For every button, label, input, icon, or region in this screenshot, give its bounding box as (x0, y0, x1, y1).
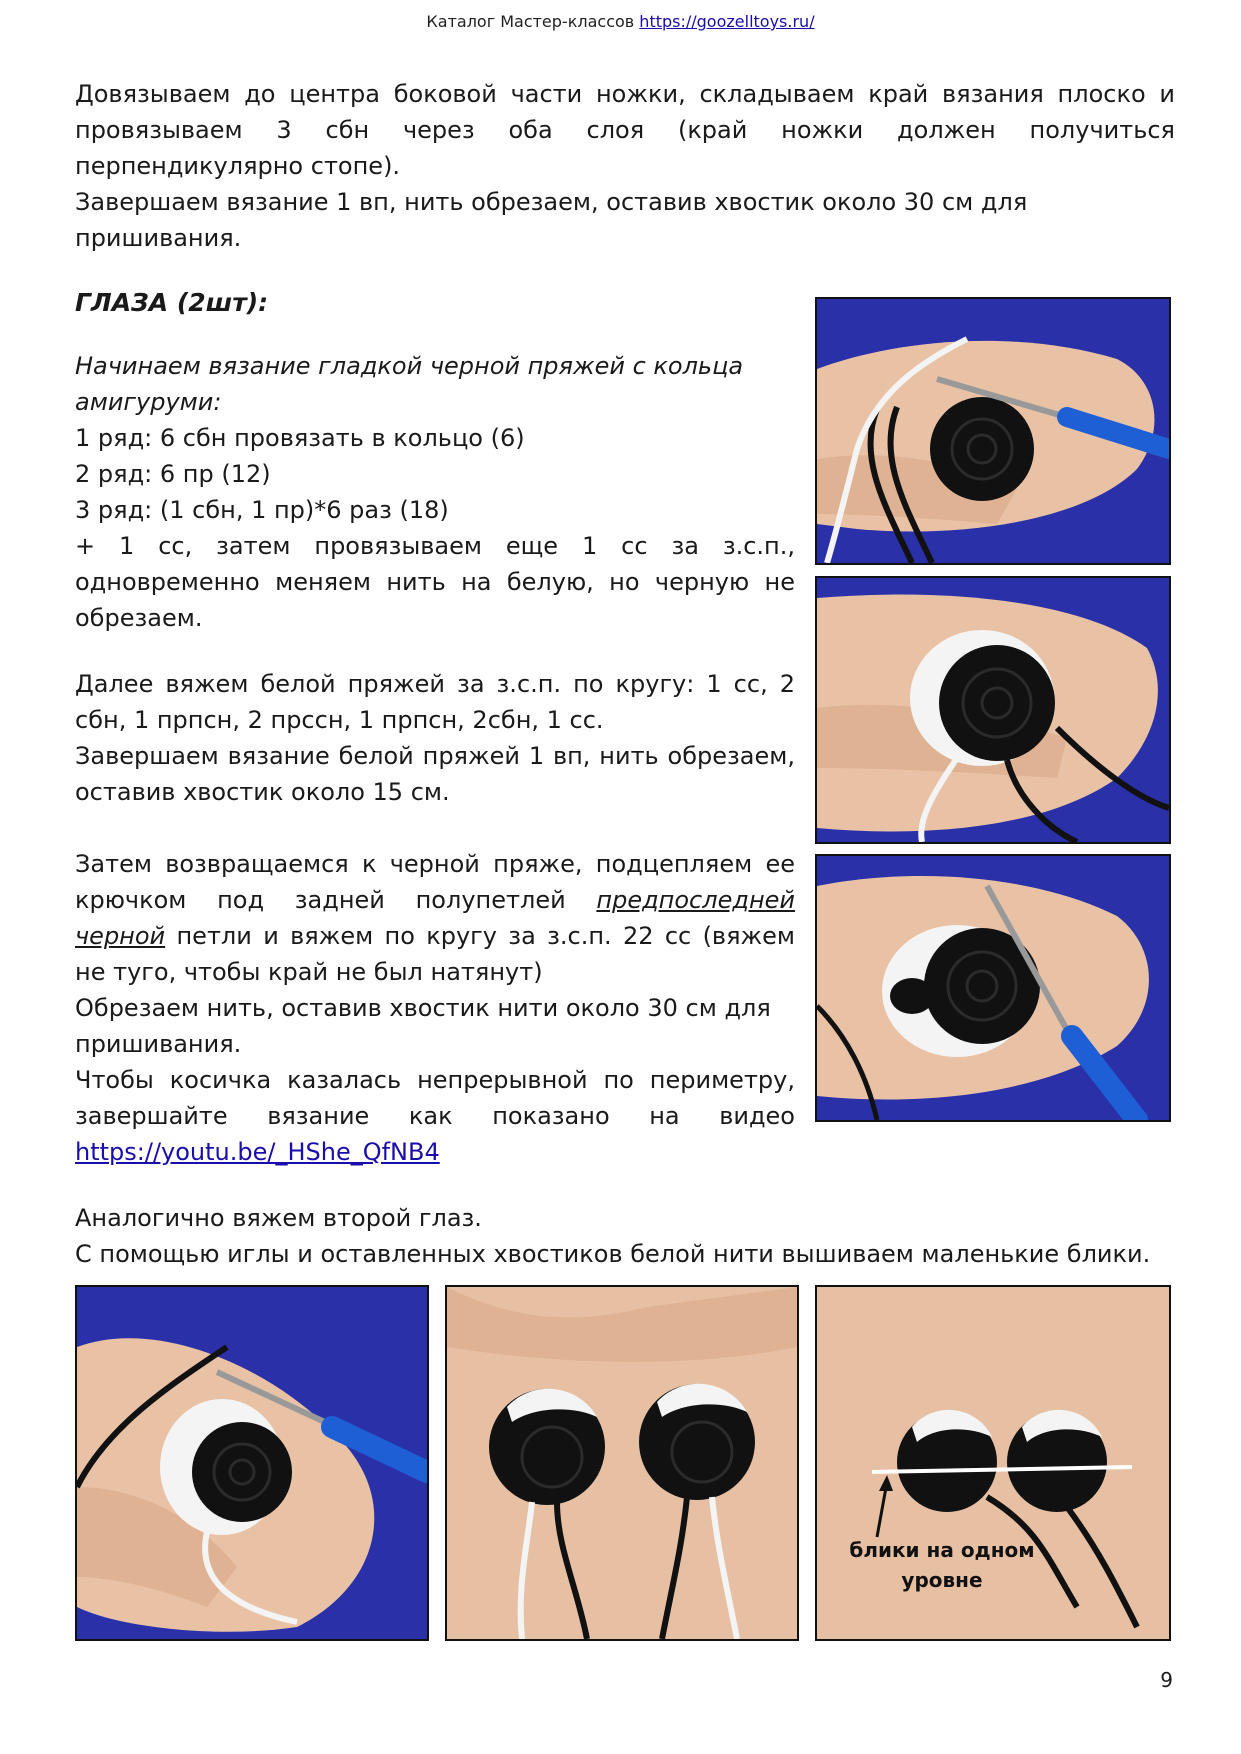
photo-step-6 (815, 1285, 1171, 1641)
photo-step-5 (445, 1285, 799, 1641)
section-heading: ГЛАЗА (2шт): (75, 288, 269, 317)
return-text-underlined: предпоследней черной (75, 886, 795, 950)
video-link[interactable]: https://youtu.be/_HShe_QfNB4 (75, 1138, 440, 1166)
white-instruction-1: Далее вяжем белой пряжей за з.с.п. по кругу: 1 сс, 2 сбн, 1 прпсн, 2 прссн, 1 прпсн, 2сбн, 1 сс. (75, 670, 795, 734)
return-text-a: Затем возвращаемся к черной пряже, подцепляем ее крючком под задней полупетлей (75, 850, 795, 914)
highlights-text: С помощью иглы и оставленных хвостиков белой нити вышиваем маленькие блики. (75, 1240, 1151, 1268)
cut-instruction: Обрезаем нить, оставив хвостик нити около 30 см для пришивания. (75, 994, 771, 1058)
return-instruction (75, 846, 795, 990)
intro-paragraph-1: Довязываем до центра боковой части ножки, складываем край вязания плоско и провязываем 3 сбн через оба слоя (край ножки должен получиться перпендикулярно стопе). (75, 80, 1175, 180)
return-block (75, 846, 795, 1170)
row-3: 3 ряд: (1 сбн, 1 пр)*6 раз (18) (75, 496, 449, 524)
row-1: 1 ряд: 6 сбн провязать в кольцо (6) (75, 424, 525, 452)
photo-step-2-illustration (817, 578, 1169, 842)
photo-step-3 (815, 854, 1171, 1122)
second-eye-text: Аналогично вяжем второй глаз. (75, 1204, 482, 1232)
photo-step-4 (75, 1285, 429, 1641)
photo-step-1 (815, 297, 1171, 565)
photo-step-1-illustration (817, 299, 1169, 563)
plus-instruction: + 1 сс, затем провязываем еще 1 сс за з.с.п., одновременно меняем нить на белую, но черную не обрезаем. (75, 532, 795, 632)
page-number: 9 (1160, 1668, 1173, 1692)
photo-step-4-illustration (77, 1287, 427, 1639)
intro-paragraph-2: Завершаем вязание 1 вп, нить обрезаем, оставив хвостик около 30 см для пришивания. (75, 188, 1028, 252)
white-instruction-2: Завершаем вязание белой пряжей 1 вп, нить обрезаем, оставив хвостик около 15 см. (75, 742, 795, 806)
return-text-b: петли и вяжем по кругу за з.с.п. 22 сс (вяжем не туго, чтобы край не был натянут) (75, 922, 795, 986)
photo-note-line-2: уровне (901, 1568, 983, 1592)
header-prefix: Каталог Мастер-классов (426, 12, 640, 31)
braid-instruction: Чтобы косичка казалась непрерывной по периметру, завершайте вязание как показано на видео (75, 1066, 795, 1130)
photo-step-3-illustration (817, 856, 1169, 1120)
page-header (0, 12, 1241, 31)
white-yarn-block (75, 666, 795, 810)
row-2: 2 ряд: 6 пр (12) (75, 460, 271, 488)
start-instruction: Начинаем вязание гладкой черной пряжей с кольца амигуруми: (75, 352, 744, 416)
intro-block (75, 76, 1175, 256)
eyes-instructions (75, 348, 795, 636)
photo-step-2 (815, 576, 1171, 844)
photo-note-line-1: блики на одном (849, 1538, 1035, 1562)
photo-step-6-illustration (817, 1287, 1169, 1639)
photo-step-5-illustration (447, 1287, 797, 1639)
header-link[interactable]: https://goozelltoys.ru/ (639, 12, 815, 31)
closing-block (75, 1200, 1185, 1272)
